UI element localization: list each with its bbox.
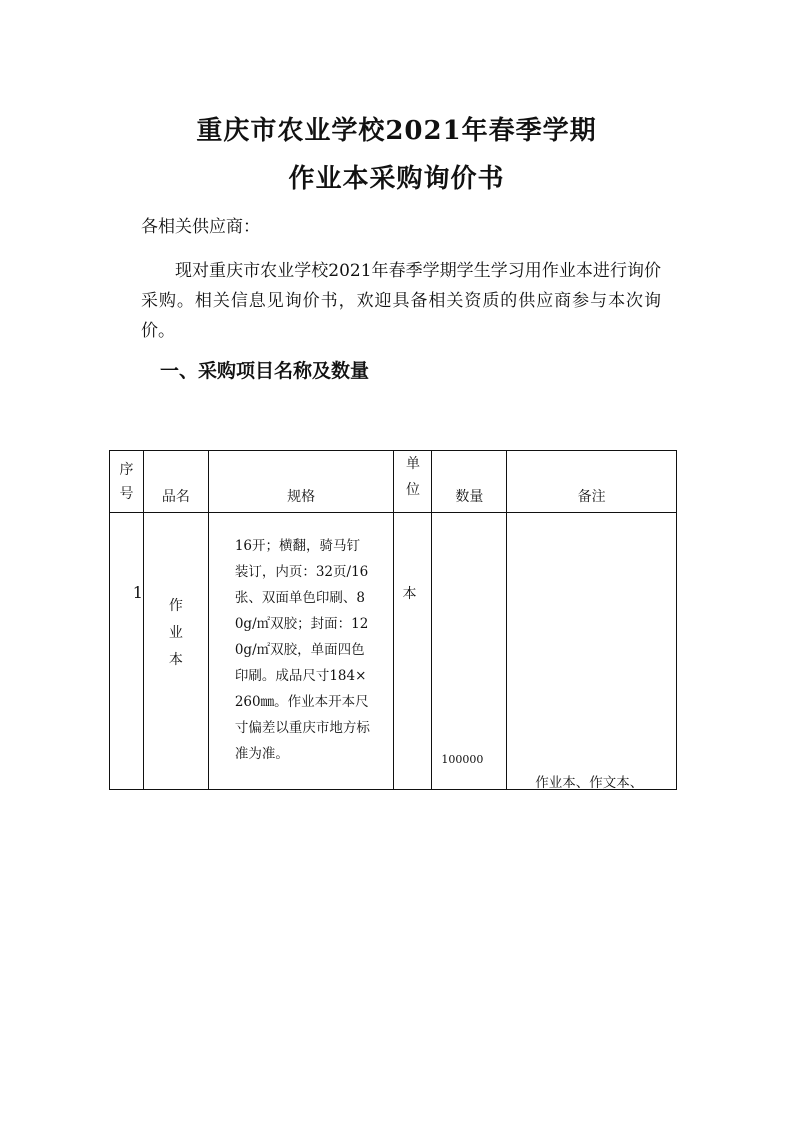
header-quantity: 数量 xyxy=(432,451,507,513)
section-heading: 一、采购项目名称及数量 xyxy=(160,360,370,382)
cell-unit-container xyxy=(394,513,432,790)
cell-spec-container xyxy=(208,513,394,790)
document-title-line1: 重庆市农业学校2021年春季学期 xyxy=(196,116,597,146)
table-header-row xyxy=(110,451,677,513)
header-spec: 规格 xyxy=(208,451,394,513)
procurement-table xyxy=(109,450,677,790)
row-item-name-char: 业 xyxy=(168,625,183,641)
row-quantity: 100000 xyxy=(441,753,484,766)
salutation: 各相关供应商： xyxy=(141,217,260,237)
table-row xyxy=(110,513,677,790)
header-unit-line1: 单 xyxy=(405,456,420,472)
cell-index-container xyxy=(110,513,144,790)
cell-name-container xyxy=(143,513,208,790)
row-spec: 16开；横翻，骑马钉装订，内页：32页/16张、双面单色印刷、80g/㎡双胶；封面：120g/㎡双胶，单面四色印刷。成品尺寸184×260㎜。作业本开本尺寸偏差以重庆市地方标准为准。 xyxy=(234,538,370,762)
header-seq xyxy=(110,451,144,513)
document-title-line2: 作业本采购询价书 xyxy=(288,164,505,194)
row-remark: 作业本、作文本、 xyxy=(535,775,644,791)
header-name: 品名 xyxy=(143,451,208,513)
intro-paragraph: 现对重庆市农业学校2021年春季学期学生学习用作业本进行询价采购。相关信息见询价书，欢迎具备相关资质的供应商参与本次询价。 xyxy=(141,261,661,341)
header-unit-line2: 位 xyxy=(405,482,420,498)
cell-remark-container xyxy=(507,513,677,790)
row-item-name xyxy=(144,593,208,674)
header-remark: 备注 xyxy=(507,451,677,513)
header-unit xyxy=(394,451,432,513)
header-seq-line2: 号 xyxy=(119,486,134,502)
row-item-name-char: 本 xyxy=(168,652,183,668)
cell-quantity-container xyxy=(432,513,507,790)
row-unit: 本 xyxy=(402,586,417,602)
row-item-name-char: 作 xyxy=(168,598,183,614)
row-index: 1 xyxy=(132,583,143,602)
header-seq-line1: 序 xyxy=(119,462,134,478)
